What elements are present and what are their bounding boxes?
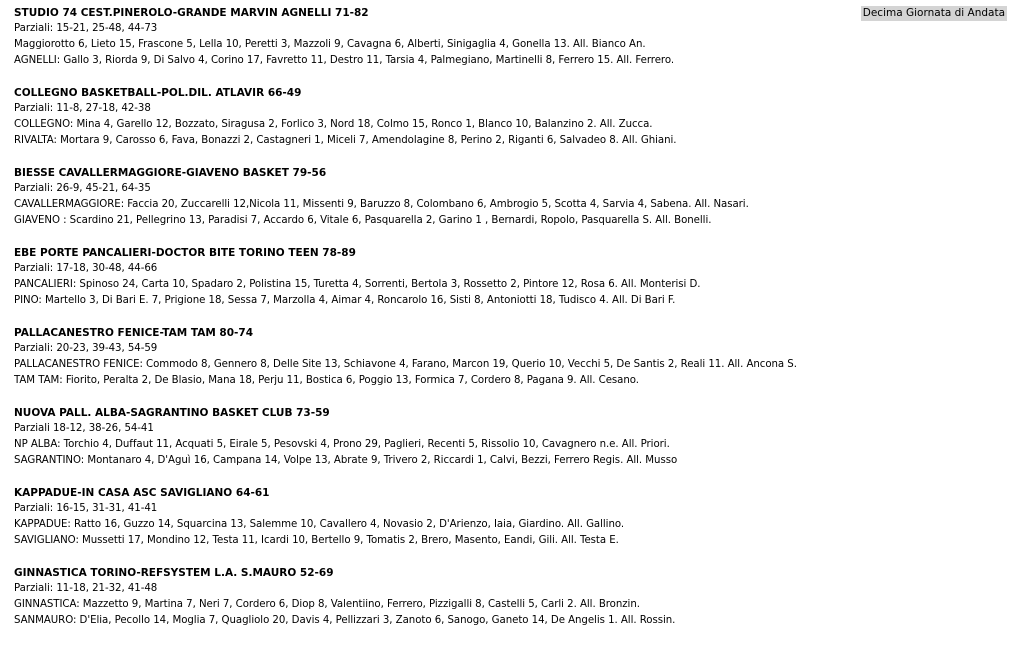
home-team-scorers: KAPPADUE: Ratto 16, Guzzo 14, Squarcina 13, Salemme 10, Cavallero 4, Novasio 2, D'Arienzo, Iaia, Giardino. All. Gallino. bbox=[14, 519, 625, 530]
away-team-scorers: AGNELLI: Gallo 3, Riorda 9, Di Salvo 4, Corino 17, Favretto 11, Destro 11, Tarsia 4, Palmegiano, Martinelli 8, Ferrero 15. All. Ferrero. bbox=[14, 55, 675, 66]
game-result bbox=[14, 405, 1004, 469]
game-partials: Parziali: 16-15, 31-31, 41-41 bbox=[14, 503, 158, 514]
game-result bbox=[14, 5, 1004, 69]
game-title: STUDIO 74 CEST.PINEROLO-GRANDE MARVIN AGNELLI 71-82 bbox=[14, 7, 369, 19]
away-team-scorers: SAGRANTINO: Montanaro 4, D'Aguì 16, Campana 14, Volpe 13, Abrate 9, Trivero 2, Riccardi 1, Calvi, Bezzi, Ferrero Regis. All. Musso bbox=[14, 455, 678, 466]
away-team-scorers: SAVIGLIANO: Mussetti 17, Mondino 12, Testa 11, Icardi 10, Bertello 9, Tomatis 2, Brero, Masento, Eandi, Gili. All. Testa E. bbox=[14, 535, 619, 546]
away-team-scorers: SANMAURO: D'Elia, Pecollo 14, Moglia 7, Quagliolo 20, Davis 4, Pellizzari 3, Zanoto 6, Sanogo, Ganeto 14, De Angelis 1. All. Rossin. bbox=[14, 615, 676, 626]
game-title: COLLEGNO BASKETBALL-POL.DIL. ATLAVIR 66-49 bbox=[14, 87, 302, 99]
game-partials: Parziali: 15-21, 25-48, 44-73 bbox=[14, 23, 158, 34]
round-label-badge: Decima Giornata di Andata bbox=[862, 7, 1005, 19]
home-team-scorers: NP ALBA: Torchio 4, Duffaut 11, Acquati 5, Eirale 5, Pesovski 4, Prono 29, Paglieri, Recenti 5, Rissolio 10, Cavagnero n.e. All. Priori. bbox=[14, 439, 670, 450]
game-title: KAPPADUE-IN CASA ASC SAVIGLIANO 64-61 bbox=[14, 487, 270, 499]
results-document bbox=[14, 5, 1004, 645]
game-result bbox=[14, 565, 1004, 629]
game-partials: Parziali: 11-8, 27-18, 42-38 bbox=[14, 103, 151, 114]
game-title: EBE PORTE PANCALIERI-DOCTOR BITE TORINO TEEN 78-89 bbox=[14, 247, 356, 259]
game-title: PALLACANESTRO FENICE-TAM TAM 80-74 bbox=[14, 327, 254, 339]
home-team-scorers: PANCALIERI: Spinoso 24, Carta 10, Spadaro 2, Polistina 15, Turetta 4, Sorrenti, Bertola 3, Rossetto 2, Pintore 12, Rosa 6. All. Monterisi D. bbox=[14, 279, 701, 290]
game-result bbox=[14, 325, 1004, 389]
home-team-scorers: COLLEGNO: Mina 4, Garello 12, Bozzato, Siragusa 2, Forlico 3, Nord 18, Colmo 15, Ronco 1, Blanco 10, Balanzino 2. All. Zucca. bbox=[14, 119, 653, 130]
home-team-scorers: Maggiorotto 6, Lieto 15, Frascone 5, Lella 10, Peretti 3, Mazzoli 9, Cavagna 6, Alberti, Sinigaglia 4, Gonella 13. All. Bianco An. bbox=[14, 39, 646, 50]
home-team-scorers: PALLACANESTRO FENICE: Commodo 8, Gennero 8, Delle Site 13, Schiavone 4, Farano, Marcon 19, Querio 10, Vecchi 5, De Santis 2, Reali 11. All. Ancona S. bbox=[14, 359, 797, 370]
game-partials: Parziali: 26-9, 45-21, 64-35 bbox=[14, 183, 151, 194]
game-result bbox=[14, 85, 1004, 149]
game-partials: Parziali: 11-18, 21-32, 41-48 bbox=[14, 583, 158, 594]
away-team-scorers: RIVALTA: Mortara 9, Carosso 6, Fava, Bonazzi 2, Castagneri 1, Miceli 7, Amendolagine 8, Perino 2, Riganti 6, Salvadeo 8. All. Ghiani. bbox=[14, 135, 677, 146]
game-partials: Parziali: 20-23, 39-43, 54-59 bbox=[14, 343, 158, 354]
game-result bbox=[14, 165, 1004, 229]
home-team-scorers: GINNASTICA: Mazzetto 9, Martina 7, Neri 7, Cordero 6, Diop 8, Valentiino, Ferrero, Pizzigalli 8, Castelli 5, Carli 2. All. Bronzin. bbox=[14, 599, 640, 610]
game-title: GINNASTICA TORINO-REFSYSTEM L.A. S.MAURO 52-69 bbox=[14, 567, 334, 579]
game-title: BIESSE CAVALLERMAGGIORE-GIAVENO BASKET 79-56 bbox=[14, 167, 327, 179]
game-partials: Parziali: 17-18, 30-48, 44-66 bbox=[14, 263, 158, 274]
home-team-scorers: CAVALLERMAGGIORE: Faccia 20, Zuccarelli 12,Nicola 11, Missenti 9, Baruzzo 8, Colombano 6, Ambrogio 5, Scotta 4, Sarvia 4, Sabena. All. Nasari. bbox=[14, 199, 749, 210]
away-team-scorers: PINO: Martello 3, Di Bari E. 7, Prigione 18, Sessa 7, Marzolla 4, Aimar 4, Roncarolo 16, Sisti 8, Antoniotti 18, Tudisco 4. All. Di Bari F. bbox=[14, 295, 676, 306]
game-title: NUOVA PALL. ALBA-SAGRANTINO BASKET CLUB 73-59 bbox=[14, 407, 330, 419]
away-team-scorers: GIAVENO : Scardino 21, Pellegrino 13, Paradisi 7, Accardo 6, Vitale 6, Pasquarella 2, Garino 1 , Bernardi, Ropolo, Pasquarella S. All. Bonelli. bbox=[14, 215, 712, 226]
away-team-scorers: TAM TAM: Fiorito, Peralta 2, De Blasio, Mana 18, Perju 11, Bostica 6, Poggio 13, Formica 7, Cordero 8, Pagana 9. All. Cesano. bbox=[14, 375, 639, 386]
game-partials: Parziali 18-12, 38-26, 54-41 bbox=[14, 423, 154, 434]
game-result bbox=[14, 485, 1004, 549]
game-result bbox=[14, 245, 1004, 309]
